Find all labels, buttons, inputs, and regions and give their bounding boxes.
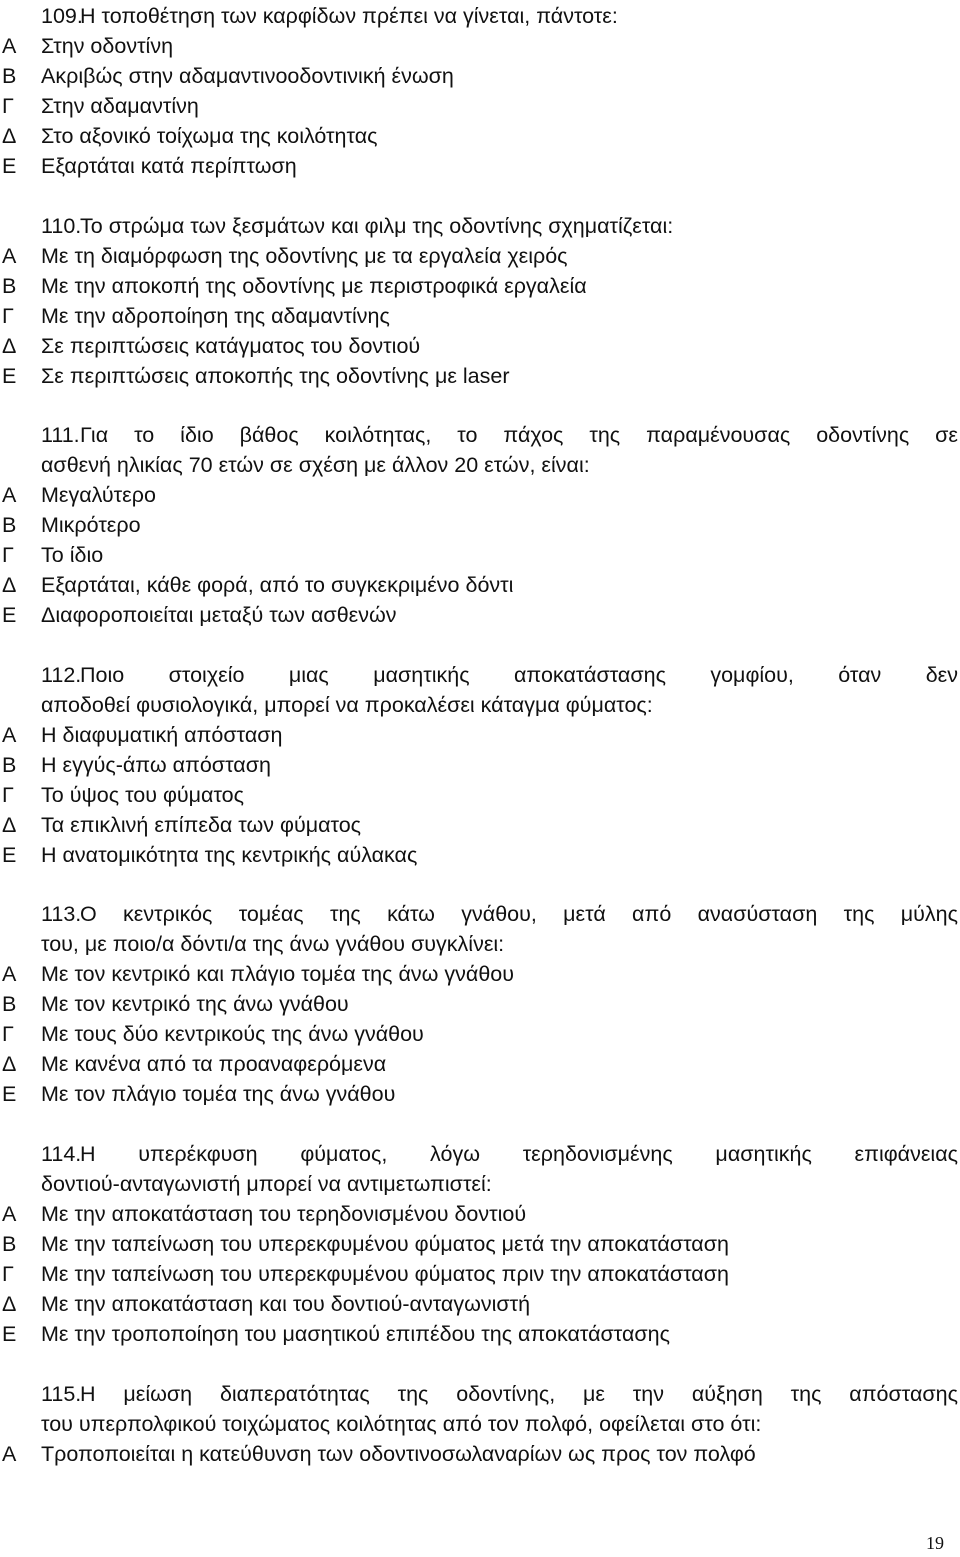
option-letter: Δ — [2, 813, 17, 837]
option-a — [0, 480, 960, 510]
option-letter: Α — [2, 1442, 17, 1466]
question-text-continued: αποδοθεί φυσιολογικά, μπορεί να προκαλέσει κάταγμα φύματος: — [41, 693, 653, 717]
option-c — [0, 1259, 960, 1289]
question-text-continued: δοντιού-ανταγωνιστή μπορεί να αντιμετωπιστεί: — [41, 1172, 492, 1196]
option-b — [0, 750, 960, 780]
option-letter: Β — [2, 274, 17, 298]
question-number: 115. — [41, 1382, 82, 1406]
option-text: Σε περιπτώσεις αποκοπής της οδοντίνης με laser — [41, 364, 510, 388]
option-letter: Ε — [2, 1322, 17, 1346]
question-text-continued: του, με ποιο/α δόντι/α της άνω γνάθου συγκλίνει: — [41, 932, 505, 956]
option-letter: Β — [2, 64, 17, 88]
option-text: Με την αποκατάσταση του τερηδονισμένου δοντιού — [41, 1202, 527, 1226]
question-text: Για το ίδιο βάθος κοιλότητας, το πάχος της παραμένουσας οδοντίνης σε — [80, 423, 958, 447]
question-text: Η τοποθέτηση των καρφίδων πρέπει να γίνεται, πάντοτε: — [80, 4, 618, 28]
question-stem — [0, 1, 960, 31]
option-text: Το ίδιο — [41, 543, 104, 567]
option-e — [0, 1319, 960, 1349]
option-letter: Δ — [2, 124, 17, 148]
option-letter: Δ — [2, 573, 17, 597]
option-text: Με την τροποποίηση του μασητικού επιπέδου της αποκατάστασης — [41, 1322, 670, 1346]
option-text: Με τον κεντρικό της άνω γνάθου — [41, 992, 349, 1016]
question-stem — [0, 660, 960, 690]
option-text: Διαφοροποιείται μεταξύ των ασθενών — [41, 603, 397, 627]
option-text: Με την αδροποίηση της αδαμαντίνης — [41, 304, 390, 328]
option-letter: Ε — [2, 843, 17, 867]
option-letter: Β — [2, 992, 17, 1016]
option-letter: Ε — [2, 1082, 17, 1106]
option-c — [0, 301, 960, 331]
option-b — [0, 989, 960, 1019]
option-a — [0, 241, 960, 271]
option-e — [0, 151, 960, 181]
option-e — [0, 840, 960, 870]
question-number: 114. — [41, 1142, 82, 1166]
option-a — [0, 31, 960, 61]
option-a — [0, 1439, 960, 1469]
option-letter: Α — [2, 1202, 17, 1226]
option-text: Με την αποκατάσταση και του δοντιού-ανταγωνιστή — [41, 1292, 531, 1316]
option-text: Μικρότερο — [41, 513, 141, 537]
question-115 — [0, 1379, 960, 1469]
option-letter: Β — [2, 513, 17, 537]
option-letter: Ε — [2, 154, 17, 178]
option-text: Με την ταπείνωση του υπερεκφυμένου φύματος μετά την αποκατάσταση — [41, 1232, 729, 1256]
option-e — [0, 600, 960, 630]
option-e — [0, 1079, 960, 1109]
option-e — [0, 361, 960, 391]
option-letter: Ε — [2, 364, 17, 388]
option-d — [0, 810, 960, 840]
option-text: Η διαφυματική απόσταση — [41, 723, 283, 747]
question-114 — [0, 1139, 960, 1349]
question-text-continued: ασθενή ηλικίας 70 ετών σε σχέση με άλλον 20 ετών, είναι: — [41, 453, 590, 477]
option-letter: Γ — [2, 783, 14, 807]
option-letter: Α — [2, 244, 17, 268]
question-number: 112. — [41, 663, 82, 687]
option-c — [0, 540, 960, 570]
question-number: 113. — [41, 902, 82, 926]
option-d — [0, 570, 960, 600]
option-text: Τα επικλινή επίπεδα των φύματος — [41, 813, 362, 837]
question-stem — [0, 211, 960, 241]
question-text-continued: του υπερπολφικού τοιχώματος κοιλότητας από τον πολφό, οφείλεται στο ότι: — [41, 1412, 762, 1436]
page-number: 19 — [926, 1533, 944, 1553]
option-letter: Δ — [2, 1052, 17, 1076]
option-letter: Α — [2, 483, 17, 507]
option-text: Με την ταπείνωση του υπερεκφυμένου φύματος πριν την αποκατάσταση — [41, 1262, 729, 1286]
option-c — [0, 780, 960, 810]
option-letter: Γ — [2, 543, 14, 567]
question-110 — [0, 211, 960, 391]
option-text: Ακριβώς στην αδαμαντινοοδοντινική ένωση — [41, 64, 454, 88]
question-number: 109. — [41, 4, 83, 28]
option-c — [0, 1019, 960, 1049]
option-text: Σε περιπτώσεις κατάγματος του δοντιού — [41, 334, 421, 358]
option-text: Με τον πλάγιο τομέα της άνω γνάθου — [41, 1082, 396, 1106]
option-letter: Ε — [2, 603, 17, 627]
option-text: Με κανένα από τα προαναφερόμενα — [41, 1052, 387, 1076]
option-letter: Γ — [2, 304, 14, 328]
option-text: Τροποποιείται η κατεύθυνση των οδοντινοσωλαναρίων ως προς τον πολφό — [41, 1442, 756, 1466]
option-c — [0, 91, 960, 121]
option-letter: Α — [2, 962, 17, 986]
question-text: Ποιο στοιχείο μιας μασητικής αποκατάστασης γομφίου, όταν δεν — [80, 663, 958, 687]
option-letter: Β — [2, 753, 17, 777]
option-letter: Α — [2, 723, 17, 747]
option-text: Με τη διαμόρφωση της οδοντίνης με τα εργαλεία χειρός — [41, 244, 568, 268]
option-d — [0, 1049, 960, 1079]
question-stem — [0, 1379, 960, 1409]
option-text: Η εγγύς-άπω απόσταση — [41, 753, 271, 777]
option-d — [0, 331, 960, 361]
question-111 — [0, 420, 960, 630]
option-letter: Δ — [2, 334, 17, 358]
question-113 — [0, 899, 960, 1109]
option-a — [0, 1199, 960, 1229]
option-letter: Β — [2, 1232, 17, 1256]
option-text: Η ανατομικότητα της κεντρικής αύλακας — [41, 843, 418, 867]
question-text: Η μείωση διαπερατότητας της οδοντίνης, με την αύξηση της απόστασης — [80, 1382, 958, 1406]
option-text: Στο αξονικό τοίχωμα της κοιλότητας — [41, 124, 378, 148]
question-112 — [0, 660, 960, 870]
option-text: Στην οδοντίνη — [41, 34, 174, 58]
question-number: 110. — [41, 214, 82, 238]
question-text: Η υπερέκφυση φύματος, λόγω τερηδονισμένης μασητικής επιφάνειας — [80, 1142, 958, 1166]
option-b — [0, 271, 960, 301]
option-text: Με τους δύο κεντρικούς της άνω γνάθου — [41, 1022, 424, 1046]
option-text: Το ύψος του φύματος — [41, 783, 244, 807]
question-text: Ο κεντρικός τομέας της κάτω γνάθου, μετά από ανασύσταση της μύλης — [80, 902, 958, 926]
option-letter: Γ — [2, 1262, 14, 1286]
option-a — [0, 959, 960, 989]
option-letter: Γ — [2, 1022, 14, 1046]
question-stem — [0, 1139, 960, 1169]
option-b — [0, 510, 960, 540]
question-number: 111. — [41, 423, 80, 447]
option-b — [0, 61, 960, 91]
option-a — [0, 720, 960, 750]
option-text: Εξαρτάται κατά περίπτωση — [41, 154, 297, 178]
option-letter: Γ — [2, 94, 14, 118]
question-109 — [0, 1, 960, 181]
option-text: Με την αποκοπή της οδοντίνης με περιστροφικά εργαλεία — [41, 274, 587, 298]
option-d — [0, 121, 960, 151]
option-b — [0, 1229, 960, 1259]
option-letter: Δ — [2, 1292, 17, 1316]
option-text: Με τον κεντρικό και πλάγιο τομέα της άνω γνάθου — [41, 962, 514, 986]
question-stem — [0, 420, 960, 450]
question-stem — [0, 899, 960, 929]
option-text: Εξαρτάται, κάθε φορά, από το συγκεκριμένο δόντι — [41, 573, 514, 597]
option-text: Στην αδαμαντίνη — [41, 94, 199, 118]
option-d — [0, 1289, 960, 1319]
option-text: Μεγαλύτερο — [41, 483, 156, 507]
question-text: Το στρώμα των ξεσμάτων και φιλμ της οδοντίνης σχηματίζεται: — [80, 214, 674, 238]
option-letter: Α — [2, 34, 17, 58]
